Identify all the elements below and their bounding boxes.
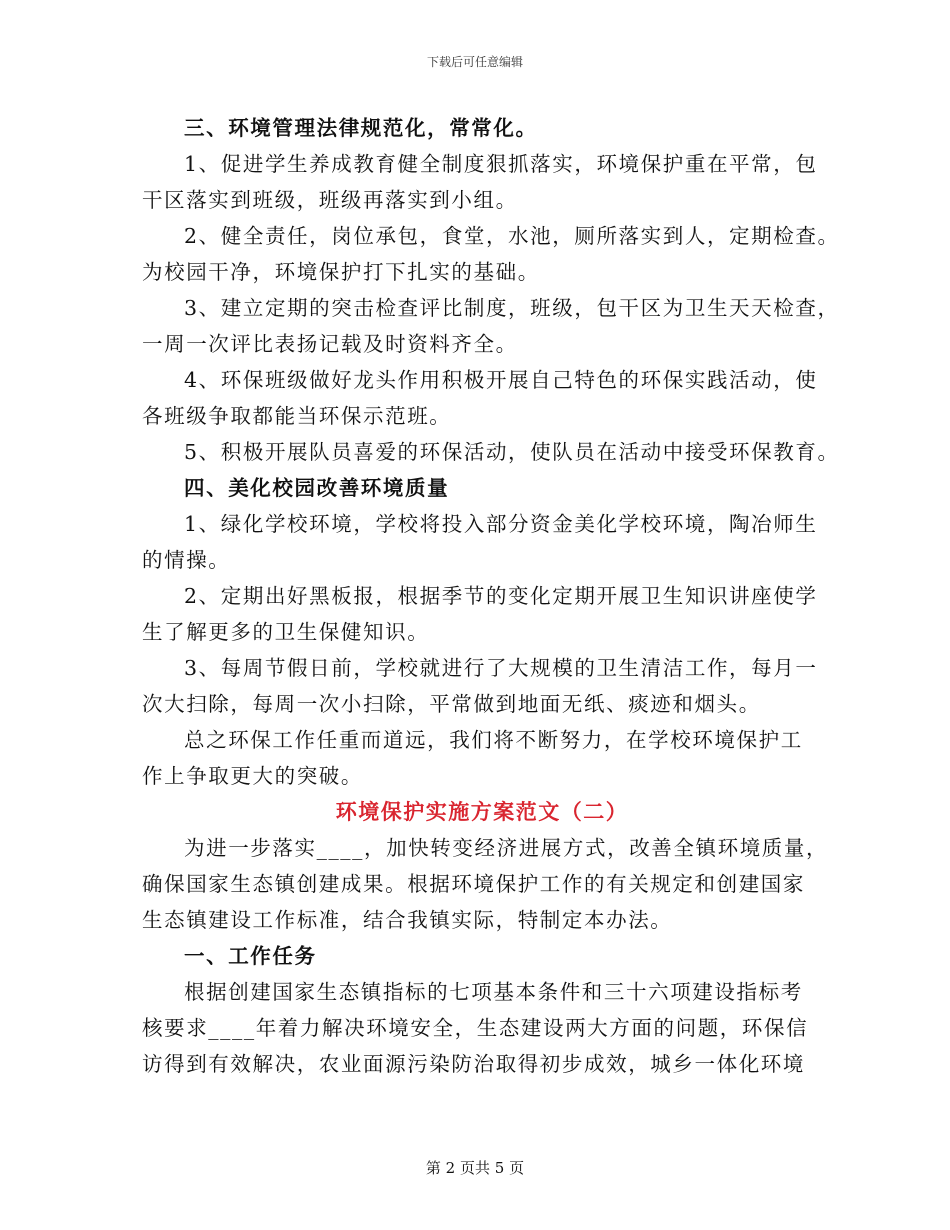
paragraph-line: 1、绿化学校环境，学校将投入部分资金美化学校环境，陶冶师生 [184,512,818,536]
page-footer: 第 2 页共 5 页 [425,1159,525,1177]
paragraph-line: 的情操。 [142,548,231,572]
paragraph-line: 4、环保班级做好龙头作用积极开展自己特色的环保实践活动，使 [184,368,818,392]
paragraph-line: 3、每周节假日前，学校就进行了大规模的卫生清洁工作，每月一 [184,656,818,680]
paragraph-line: 生态镇建设工作标准，结合我镇实际，特制定本办法。 [142,908,673,932]
document-title: 环境保护实施方案范文（二） [335,799,629,824]
paragraph-line: 2、定期出好黑板报，根据季节的变化定期开展卫生知识讲座使学 [184,584,818,608]
section-heading: 四、美化校园改善环境质量 [184,476,450,500]
paragraph-line: 3、建立定期的突击检查评比制度，班级，包干区为卫生天天检查， [184,296,840,320]
paragraph-line: 次大扫除，每周一次小扫除，平常做到地面无纸、痰迹和烟头。 [142,692,761,716]
paragraph-line: 各班级争取都能当环保示范班。 [142,404,452,428]
paragraph-line: 根据创建国家生态镇指标的七项基本条件和三十六项建设指标考 [184,980,803,1004]
paragraph-line: 干区落实到班级，班级再落实到小组。 [142,188,518,212]
paragraph-line: 1、促进学生养成教育健全制度狠抓落实，环境保护重在平常，包 [184,152,818,176]
paragraph-line: 5、积极开展队员喜爱的环保活动，使队员在活动中接受环保教育。 [184,440,840,464]
paragraph-line: 总之环保工作任重而道远，我们将不断努力，在学校环境保护工 [184,728,803,752]
paragraph-line: 一周一次评比表扬记载及时资料齐全。 [142,332,518,356]
paragraph-line: 为进一步落实____，加快转变经济进展方式，改善全镇环境质量， [184,836,829,860]
paragraph-line: 核要求____年着力解决环境安全，生态建设两大方面的问题，环保信 [142,1016,809,1040]
document-body [142,110,840,1082]
paragraph-line: 确保国家生态镇创建成果。根据环境保护工作的有关规定和创建国家 [142,872,805,896]
paragraph-line: 访得到有效解决，农业面源污染防治取得初步成效，城乡一体化环境 [142,1052,805,1076]
paragraph-line: 生了解更多的卫生保健知识。 [142,620,430,644]
section-heading: 一、工作任务 [184,944,317,968]
paragraph-line: 2、健全责任，岗位承包，食堂，水池，厕所落实到人，定期检查。 [184,224,840,248]
paragraph-line: 作上争取更大的突破。 [142,764,363,788]
section-heading: 三、环境管理法律规范化，常常化。 [184,116,538,140]
paragraph-line: 为校园干净，环境保护打下扎实的基础。 [142,260,540,284]
page-header: 下载后可任意编辑 [426,55,523,69]
